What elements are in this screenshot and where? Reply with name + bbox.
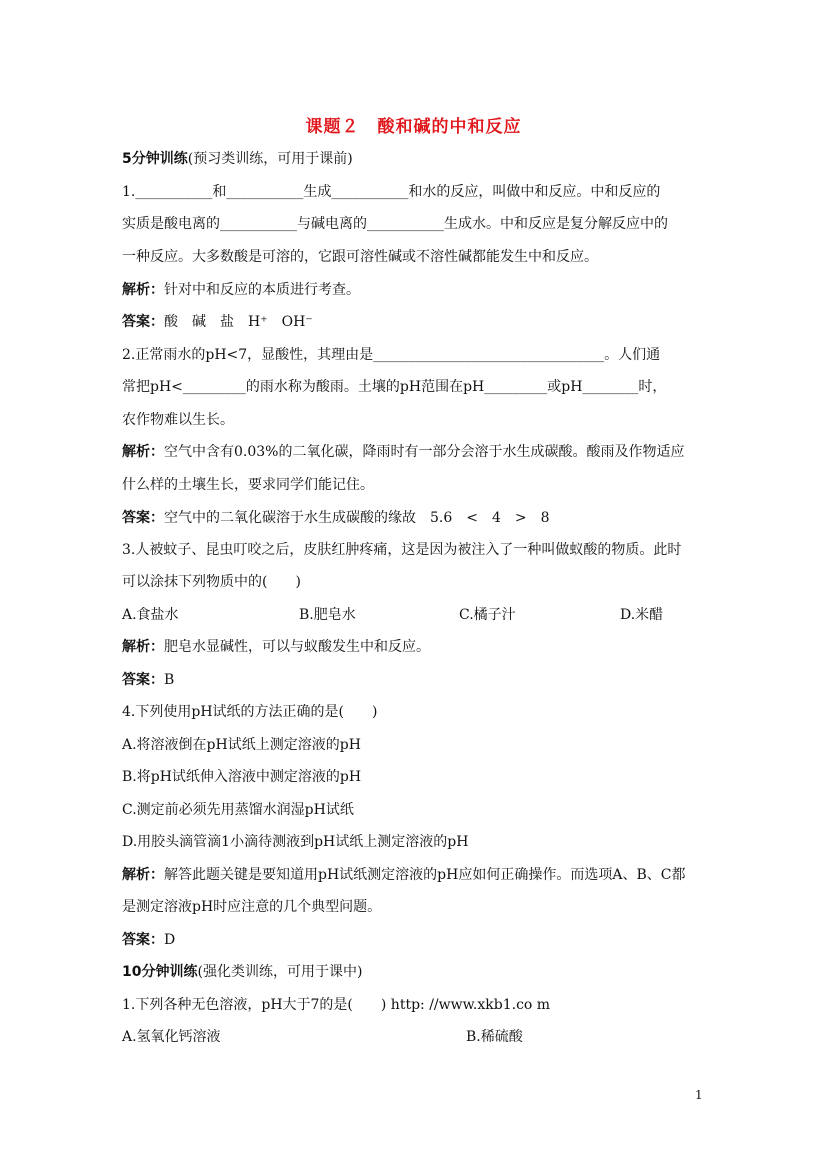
answer-label: 答案：: [122, 510, 164, 526]
question-3-line-2: 可以涂抹下列物质中的( ): [122, 574, 301, 590]
answer-text: 酸 碱 盐 H⁺ OH⁻: [164, 314, 313, 330]
section-note: (预习类训练，可用于课前): [187, 151, 353, 167]
question-2-analysis-2: 什么样的土壤生长，要求同学们能记住。: [122, 477, 374, 493]
question-1-line-3: 一种反应。大多数酸是可溶的，它跟可溶性碱或不溶性碱都能发生中和反应。: [122, 249, 598, 265]
question-2-line-1: 2.正常雨水的pH<7，显酸性，其理由是_________________________________。人们通: [122, 347, 661, 363]
analysis-label: 解析：: [122, 444, 164, 460]
analysis-label: 解析：: [122, 639, 164, 655]
section-heading-5min: [122, 150, 353, 168]
question-1-answer: [122, 313, 313, 331]
analysis-text: 空气中含有0.03%的二氧化碳，降雨时有一部分会溶于水生成碳酸。酸雨及作物适应: [164, 444, 685, 460]
option-c: C.橘子汁: [459, 607, 516, 623]
question-3-line-1: 3.人被蚊子、昆虫叮咬之后，皮肤红肿疼痛，这是因为被注入了一种叫做蚁酸的物质。此时: [122, 542, 682, 558]
option-a: A.食盐水: [122, 607, 179, 623]
question-1-analysis: [122, 281, 360, 299]
question-3-analysis: [122, 638, 430, 656]
question-2-line-2: 常把pH<_________的雨水称为酸雨。土壤的pH范围在pH_________或pH________时，: [122, 379, 667, 395]
answer-label: 答案：: [122, 932, 164, 948]
analysis-text: 针对中和反应的本质进行考查。: [164, 282, 360, 298]
answer-text: D: [164, 932, 176, 948]
question-4-option-a: A.将溶液倒在pH试纸上测定溶液的pH: [122, 737, 361, 753]
lesson-title: 课题２ 酸和碱的中和反应: [305, 117, 522, 137]
question-4-line-1: 4.下列使用pH试纸的方法正确的是( ): [122, 704, 378, 720]
answer-label: 答案：: [122, 314, 164, 330]
option-d: D.米醋: [620, 607, 664, 623]
question-1-line-2: 实质是酸电离的___________与碱电离的___________生成水。中和反应是复分解反应中的: [122, 216, 668, 232]
question-4-answer: [122, 931, 175, 949]
analysis-label: 解析：: [122, 282, 164, 298]
question-4-analysis-2: 是测定溶液pH时应注意的几个典型问题。: [122, 899, 382, 915]
section-label: 10分钟训练: [122, 964, 198, 980]
page-number: 1: [695, 1088, 703, 1102]
section-2-question-1: 1.下列各种无色溶液，pH大于7的是( ) http: //www.xkb1.co m: [122, 997, 551, 1013]
question-2-analysis-1: [122, 443, 684, 461]
answer-label: 答案：: [122, 672, 164, 688]
section-note: (强化类训练，可用于课中): [197, 964, 363, 980]
question-4-analysis-1: [122, 866, 685, 884]
question-4-option-b: B.将pH试纸伸入溶液中测定溶液的pH: [122, 769, 362, 785]
question-4-option-c: C.测定前必须先用蒸馏水润湿pH试纸: [122, 802, 354, 818]
analysis-label: 解析：: [122, 867, 164, 883]
question-1-line-1: 1.___________和___________生成___________和水的反应，叫做中和反应。中和反应的: [122, 184, 661, 200]
analysis-text: 肥皂水显碱性，可以与蚁酸发生中和反应。: [164, 639, 430, 655]
question-2-line-3: 农作物难以生长。: [122, 412, 234, 428]
answer-text: 空气中的二氧化碳溶于水生成碳酸的缘故 5.6 < 4 > 8: [164, 510, 550, 526]
option-b: B.稀硫酸: [466, 1029, 523, 1045]
section-heading-10min: [122, 963, 362, 981]
answer-text: B: [164, 672, 175, 688]
question-3-answer: [122, 671, 174, 689]
option-a: A.氢氧化钙溶液: [122, 1029, 221, 1045]
question-2-answer: [122, 509, 550, 527]
option-b: B.肥皂水: [299, 607, 356, 623]
question-4-option-d: D.用胶头滴管滴1小滴待测液到pH试纸上测定溶液的pH: [122, 834, 469, 850]
analysis-text: 解答此题关键是要知道用pH试纸测定溶液的pH应如何正确操作。而选项A、B、C都: [164, 867, 686, 883]
section-label: 5分钟训练: [122, 151, 188, 167]
